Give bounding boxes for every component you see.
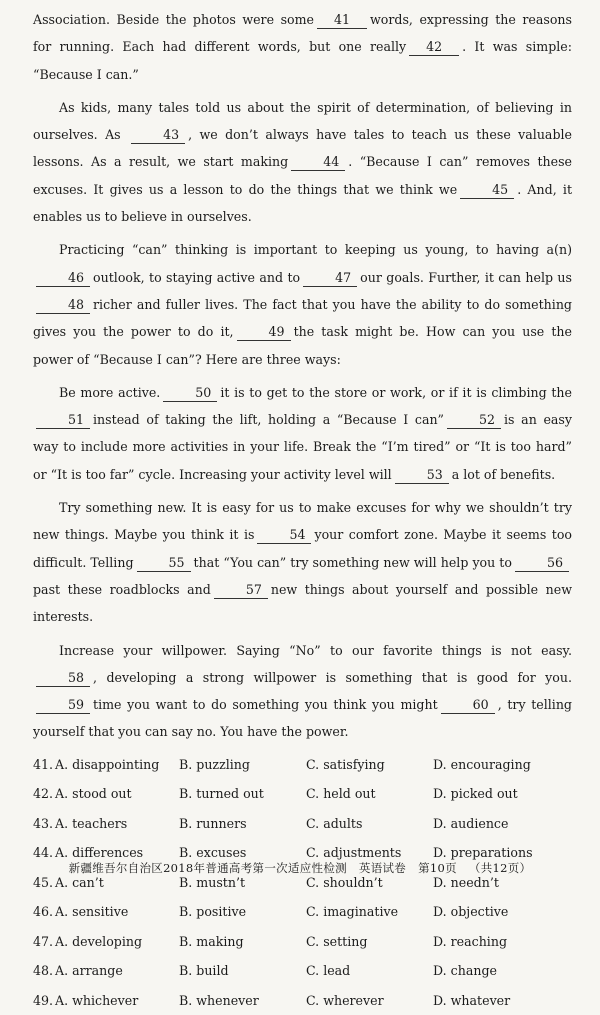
option-b: B. runners	[179, 815, 247, 831]
passage-text: past these roadblocks and	[33, 581, 211, 597]
blank-54: 54	[257, 527, 311, 544]
option-row-46	[33, 897, 572, 927]
option-row-47	[33, 927, 572, 957]
option-row-48	[33, 956, 572, 986]
passage-text: words, expressing the reasons for running. Each had different words, but one really	[33, 12, 572, 55]
page-number: 第10页	[418, 861, 457, 875]
question-number: 45.	[33, 874, 54, 890]
blank-42: 42	[409, 39, 459, 56]
option-d: D. preparations	[433, 845, 533, 861]
passage-text: Increase your willpower. Saying “No” to our favorite things is not easy.	[59, 642, 572, 658]
option-c: C. wherever	[306, 992, 384, 1008]
passage-paragraph-1	[33, 6, 572, 88]
option-a: A. differences	[55, 845, 144, 861]
passage-text: richer and fuller lives. The fact that you have the ability to do something gives you the power to do it,	[33, 296, 572, 340]
question-number: 49.	[33, 992, 54, 1008]
blank-47: 47	[303, 270, 357, 287]
option-d: D. encouraging	[433, 756, 531, 772]
passage-paragraph-5	[33, 494, 572, 630]
passage-text: Be more active.	[59, 384, 161, 400]
option-c: C. setting	[306, 933, 368, 949]
option-c: C. imaginative	[306, 904, 399, 920]
option-c: C. lead	[306, 963, 351, 979]
passage-text: new things about yourself and possible new interests.	[33, 581, 572, 625]
option-d: D. whatever	[433, 992, 511, 1008]
blank-58: 58	[36, 670, 90, 687]
passage-text: , try telling yourself that you can say no. You have the power.	[33, 697, 572, 740]
passage-text: a lot of benefits.	[451, 466, 556, 482]
option-d: D. reaching	[433, 933, 508, 949]
passage-text: . And, it enables us to believe in ourselves.	[33, 181, 573, 225]
passage-paragraph-6	[33, 637, 572, 746]
page-total: （共12页）	[468, 861, 532, 875]
passage-text: , developing a strong willpower is something that is good for you.	[93, 669, 572, 685]
passage-text: Try something new. It is easy for us to make excuses for why we shouldn’t try new things. Maybe you think it is	[33, 500, 572, 543]
option-d: D. audience	[433, 815, 509, 831]
option-a: A. whichever	[55, 992, 139, 1008]
option-a: A. disappointing	[55, 756, 160, 772]
option-d: D. objective	[433, 904, 509, 920]
blank-46: 46	[36, 270, 90, 287]
exam-title: 新疆维吾尔自治区2018年普通高考第一次适应性检测	[68, 861, 347, 875]
page-footer	[0, 860, 600, 876]
option-a: A. teachers	[55, 815, 128, 831]
passage-paragraph-4	[33, 379, 572, 488]
blank-41: 41	[317, 12, 367, 29]
passage-text: Association. Beside the photos were some	[33, 12, 315, 27]
passage-text: outlook, to staying active and to	[93, 269, 301, 285]
question-number: 47.	[33, 933, 54, 949]
option-b: B. build	[179, 963, 229, 979]
blank-57: 57	[214, 582, 268, 599]
blank-56: 56	[515, 555, 569, 572]
subject-label: 英语试卷	[358, 861, 407, 875]
option-a: A. can’t	[55, 874, 104, 890]
option-b: B. whenever	[179, 992, 259, 1008]
question-number: 41.	[33, 756, 54, 772]
option-b: B. turned out	[179, 786, 264, 802]
blank-53: 53	[395, 467, 449, 484]
option-b: B. puzzling	[179, 756, 250, 772]
option-d: D. picked out	[433, 786, 518, 802]
option-b: B. excuses	[179, 845, 247, 861]
question-number: 48.	[33, 963, 54, 979]
option-d: D. change	[433, 963, 497, 979]
question-number: 42.	[33, 786, 54, 802]
option-d: D. needn’t	[433, 874, 499, 890]
passage-text: our goals. Further, it can help us	[360, 269, 572, 285]
option-a: A. sensitive	[55, 904, 129, 920]
option-a: A. stood out	[55, 786, 132, 802]
question-number: 43.	[33, 815, 54, 831]
option-c: C. adjustments	[306, 845, 402, 861]
option-c: C. shouldn’t	[306, 874, 383, 890]
option-row-49	[33, 986, 572, 1015]
blank-60: 60	[441, 697, 495, 714]
passage-text: As kids, many tales told us about the spirit of determination, of believing in ourselves. As	[33, 99, 572, 143]
option-b: B. making	[179, 933, 244, 949]
passage-text: time you want to do something you think you might	[93, 697, 438, 713]
option-b: B. positive	[179, 904, 247, 920]
blank-49: 49	[237, 324, 291, 341]
passage-paragraph-3	[33, 236, 572, 372]
blank-50: 50	[163, 385, 217, 402]
question-number: 46.	[33, 904, 54, 920]
blank-45: 45	[460, 182, 514, 199]
question-number: 44.	[33, 845, 54, 861]
passage-text: . It was simple: “Because I can.”	[33, 39, 572, 82]
passage-text: . “Because I can” removes these excuses. It gives us a lesson to do the things that we think we	[33, 154, 572, 197]
blank-43: 43	[131, 127, 185, 144]
option-c: C. held out	[306, 786, 376, 802]
answer-options	[33, 750, 572, 1015]
option-c: C. satisfying	[306, 756, 385, 772]
passage-text: Practicing “can” thinking is important to keeping us young, to having a(n)	[59, 242, 572, 258]
option-row-41	[33, 750, 572, 780]
blank-51: 51	[36, 412, 90, 429]
passage-text: , we don’t always have tales to teach us these valuable lessons. As a result, we start making	[33, 127, 572, 170]
option-a: A. developing	[55, 933, 143, 949]
blank-48: 48	[36, 297, 90, 314]
option-row-43	[33, 809, 572, 839]
passage-text: the task might be. How can you use the power of “Because I can”? Here are three ways:	[33, 324, 572, 367]
blank-52: 52	[447, 412, 501, 429]
blank-59: 59	[36, 697, 90, 714]
passage-text: your comfort zone. Maybe it seems too difficult. Telling	[33, 527, 572, 570]
passage-text: that “You can” try something new will help you to	[193, 554, 512, 570]
option-a: A. arrange	[55, 963, 123, 979]
passage-text: is an easy way to include more activities in your life. Break the “I’m tired” or “It is too hard” or “It is too far” cycle. Increasing your activity level will	[33, 412, 572, 482]
passage-text: instead of taking the lift, holding a “Because I can”	[93, 412, 444, 428]
blank-55: 55	[137, 555, 191, 572]
blank-44: 44	[291, 154, 345, 171]
option-b: B. mustn’t	[179, 874, 246, 890]
option-c: C. adults	[306, 815, 363, 831]
option-row-42	[33, 779, 572, 809]
passage-paragraph-2	[33, 94, 572, 230]
passage-text: it is to get to the store or work, or if it is climbing the	[220, 384, 572, 400]
